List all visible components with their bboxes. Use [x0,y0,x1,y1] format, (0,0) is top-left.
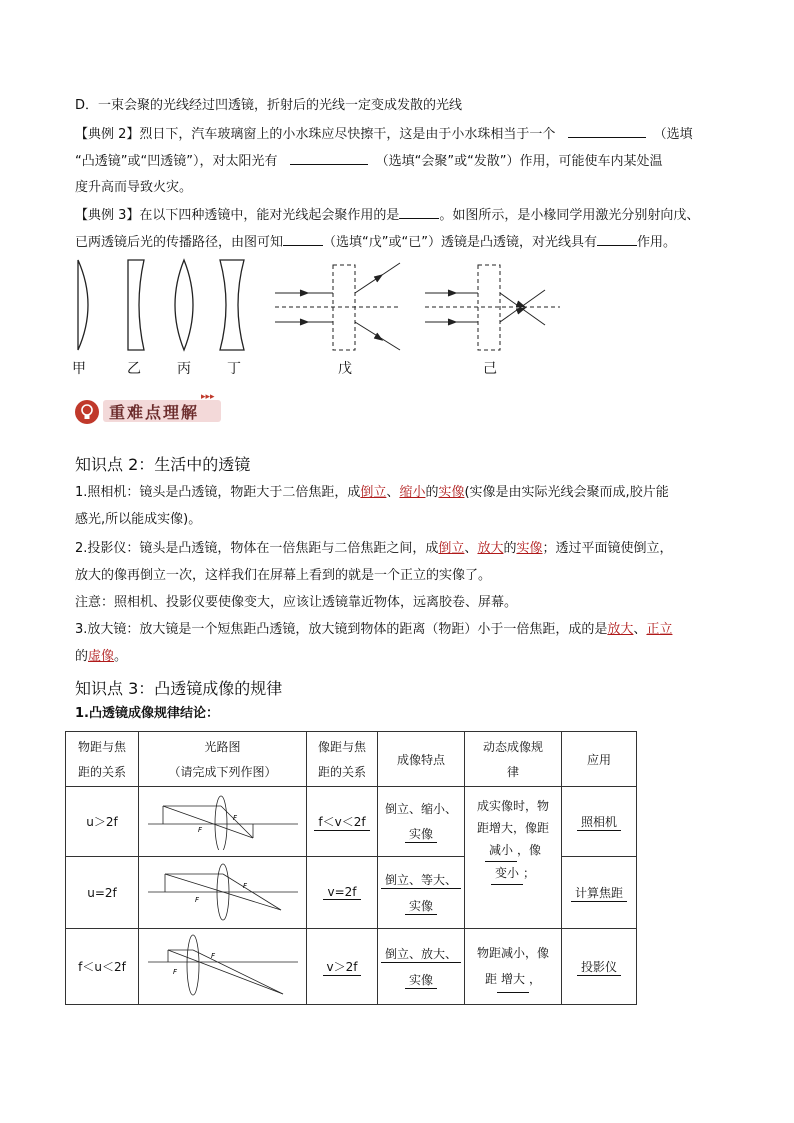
example-3-text-2: 。如图所示，是小椽同学用激光分别射向戊、 [439,208,700,223]
lens-label-bing: 丙 [177,361,191,377]
text: (实像是由实际光线会聚而成,胶片能 [464,485,669,500]
arrows-icon: ▸▸▸ [201,392,215,402]
dynamic-cell: 成实像时，物 距增大，像距 减小 ，像 变小 ； [465,787,562,929]
lens-yi [128,260,144,350]
answer: 倒立 [360,485,387,500]
ray-diagram-cell [139,929,307,1005]
example-2-line-2 [75,152,663,171]
example-2-text: 烈日下，汽车玻璃窗上的小水珠应尽快擦干，这是由于小水珠相当于一个 [139,127,556,142]
example-3-line-1 [75,206,699,225]
kp2-item-3 [75,621,672,639]
kp3-title: 知识点 3：凸透镜成像的规律 [75,679,283,698]
section-header [75,392,225,426]
answer-blank[interactable] [597,233,637,246]
lens-rules-table [65,731,637,1005]
table-row [66,929,637,1005]
lens-figure [60,255,580,355]
example-2-hint: （选填 [653,127,693,142]
answer: 放大 [477,541,504,556]
lens-label-wu: 戊 [338,361,352,377]
lens-label-ding: 丁 [227,361,241,377]
text: 1.照相机：镜头是凸透镜，物距大于二倍焦距，成 [75,485,361,500]
text: 、 [464,541,478,556]
table-row [66,787,637,857]
svg-text:F: F [210,952,215,960]
u-cell: u＞2f [66,787,139,857]
kp2-item-1-cont: 感光,所以能成实像)。 [75,512,202,527]
lens-jia [78,260,88,350]
example-3-text-3: 已两透镜后光的传播路径，由图可知 [75,235,284,250]
u-cell: u=2f [66,857,139,929]
lens-wu-diagram [275,263,400,350]
kp2-item-2-cont: 放大的像再倒立一次，这样我们在屏幕上看到的就是一个正立的实像了。 [75,568,492,583]
example-2-line-1 [75,125,693,144]
text: 的 [425,485,439,500]
example-2-text-2: “凸透镜”或“凹透镜”），对太阳光有 [75,154,278,169]
svg-text:F: F [232,814,237,822]
lens-label-ji: 己 [483,361,497,377]
ray-diagram-cell [139,857,307,929]
feature-cell: 倒立、缩小、 实像 [378,787,465,857]
kp2-note: 注意：照相机、投影仪要使像变大，应该让透镜靠近物体，远离胶卷、屏幕。 [75,595,518,610]
answer: 虚像 [88,649,115,664]
kp2-item-1 [75,484,669,502]
svg-text:F: F [242,882,247,890]
answer: 实像 [438,485,465,500]
ray-diagram-cell [139,787,307,857]
header-cell: 光路图 （请完成下列作图） [139,732,307,787]
lens-label-jia: 甲 [72,361,86,377]
example-3-line-2 [75,233,676,252]
header-cell: 像距与焦 距的关系 [307,732,378,787]
app-cell: 照相机 [562,787,637,857]
u-cell: f＜u＜2f [66,929,139,1005]
section-title: 重难点理解 [109,403,200,422]
example-3-text-4: （选填“戊”或“已”）透镜是凸透镜，对光线具有 [323,235,597,250]
lens-ji-diagram [425,265,560,350]
text: 的 [503,541,517,556]
lens-label-yi: 乙 [127,361,141,377]
ray-diagram [143,932,303,998]
kp2-item-3-cont [75,648,127,666]
app-cell: 投影仪 [562,929,637,1005]
svg-text:F: F [194,896,199,904]
text: 、 [633,622,647,637]
answer: 实像 [516,541,543,556]
header-cell: 物距与焦 距的关系 [66,732,139,787]
ray-diagram [143,790,303,850]
example-3-text: 在以下四种透镜中，能对光线起会聚作用的是 [139,208,400,223]
answer-blank[interactable] [568,125,646,138]
answer: 正立 [646,622,673,637]
answer-blank[interactable] [399,206,439,219]
example-3-tag: 【典例 3】 [75,208,140,223]
text: ；透过平面镜使倒立， [542,541,673,556]
text: 的 [75,649,89,664]
answer: 缩小 [399,485,426,500]
bulb-icon [75,400,99,424]
v-cell: v＞2f [307,929,378,1005]
feature-cell: 倒立、放大、 实像 [378,929,465,1005]
text: 2.投影仪：镜头是凸透镜，物体在一倍焦距与二倍焦距之间，成 [75,541,439,556]
example-2-line-3: 度升高而导致火灾。 [75,180,193,195]
answer: 放大 [607,622,634,637]
table-header-row [66,732,637,787]
example-2-tag: 【典例 2】 [75,127,140,142]
ray-diagram [143,860,303,922]
answer: 倒立 [438,541,465,556]
app-cell: 计算焦距 [562,857,637,929]
text: 3.放大镜：放大镜是一个短焦距凸透镜，放大镜到物体的距离（物距）小于一倍焦距，成的是 [75,622,608,637]
feature-cell: 倒立、等大、 实像 [378,857,465,929]
example-2-text-3: （选填“会聚”或“发散”）作用，可能使车内某处温 [375,154,663,169]
example-3-text-5: 作用。 [636,235,676,250]
answer-blank[interactable] [283,233,323,246]
dynamic-cell: 物距减小，像 距 增大 ， [465,929,562,1005]
svg-text:F: F [172,968,177,976]
v-cell: f＜v＜2f [307,787,378,857]
svg-text:F: F [197,826,202,834]
text: 。 [114,649,128,664]
kp2-item-2 [75,540,673,558]
kp2-title: 知识点 2：生活中的透镜 [75,455,251,474]
header-cell: 动态成像规 律 [465,732,562,787]
lens-bing [175,260,193,350]
answer-blank[interactable] [290,152,368,165]
kp3-subtitle: 1.凸透镜成像规律结论： [75,706,219,721]
text: 、 [386,485,400,500]
option-d: D．一束会聚的光线经过凹透镜，折射后的光线一定变成发散的光线 [75,98,463,113]
lens-ding [220,260,244,350]
v-cell: v=2f [307,857,378,929]
header-cell: 成像特点 [378,732,465,787]
header-cell: 应用 [562,732,637,787]
